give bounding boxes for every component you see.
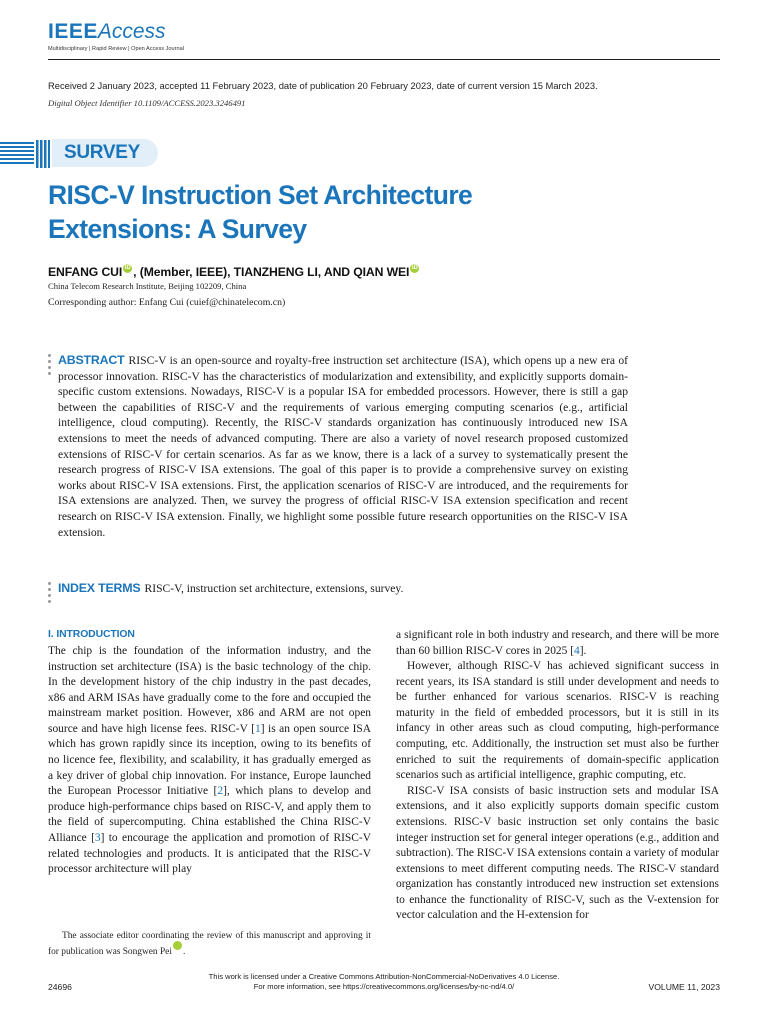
header-divider (48, 59, 720, 60)
right-column (396, 628, 719, 924)
logo-access-text: Access (97, 20, 166, 43)
affiliation: China Telecom Research Institute, Beijing 102209, China (48, 281, 247, 291)
intro-paragraph-1 (48, 644, 371, 878)
doi-line: Digital Object Identifier 10.1109/ACCESS.2023.3246491 (48, 98, 246, 108)
survey-stripes-icon (0, 139, 50, 169)
license-link[interactable]: For more information, see https://creativecommons.org/licenses/by-nc-nd/4.0/ (253, 982, 515, 991)
orcid-icon[interactable]: iD (173, 941, 182, 950)
index-terms-text: RISC-V, instruction set architecture, extensions, survey. (144, 582, 404, 595)
orcid-icon[interactable]: iD (411, 264, 418, 271)
author-names-rest: , (Member, IEEE), TIANZHENG LI, AND QIAN WEI (133, 265, 410, 279)
index-terms-heading: INDEX TERMS (58, 581, 141, 595)
received-dates: Received 2 January 2023, accepted 11 February 2023, date of publication 20 February 2023, date of current version 15 March 2023. (48, 80, 598, 91)
paper-title (48, 178, 568, 246)
abstract-block (58, 353, 628, 540)
author-name-1: ENFANG CUI (48, 265, 123, 279)
left-column (48, 644, 371, 878)
license-line-1: This work is licensed under a Creative Commons Attribution-NonCommercial-NoDerivatives 4.0 License. (208, 972, 560, 981)
section-heading-introduction: I. INTRODUCTION (48, 629, 135, 640)
footnote-period: . (182, 946, 186, 957)
page-number: 24696 (48, 982, 72, 992)
intro-paragraph-2: However, although RISC-V has achieved significant success in recent years, its ISA standard is still under development and needs to be further enhanced for various scenarios. RISC-V is reaching maturity in the field of embedded processors, but it is still in its infancy in other areas such as cloud computing, high-performance computing, etc. Additionally, the instruction set must also be further enriched to suit the requirements of domain-specific application scenarios such as artificial intelligence, graphic computing, etc. (396, 660, 719, 782)
abstract-heading: ABSTRACT (58, 353, 125, 367)
editor-footnote (48, 929, 371, 960)
text-run: The chip is the foundation of the information industry, and the instruction set architecture (ISA) is the basic technology of the chip. In the development history of the chip industry in the past decades, x86 and ARM ISAs have gradually come to the fore and occupied the mainstream market position. However, x86 and ARM are not open source and have high license fees. RISC-V [ (48, 645, 371, 735)
text-run: ] is an open source ISA which has grown rapidly since its inception, owing to its benefits of no licence fee, flexibility, and scalability, it has gradually emerged as a key driver of global chip innovation. For instance, Europe launched the European Processor Initiative [ (48, 722, 371, 798)
title-line-2: Extensions: A Survey (48, 214, 307, 244)
intro-paragraph-3: RISC-V ISA consists of basic instruction sets and modular ISA extensions, and it also explicitly supports domain specific custom extensions. RISC-V basic instruction set only contains the basic integer instruction set for general integer operations (e.g., addition and subtraction). The RISC-V ISA extensions contain a variety of modular extensions to meet different computing needs. The RISC-V standard organization has constantly introduced new instruction set extensions to enhance the functionality of RISC-V, such as the V-extension for vector calculation and the H-extension for (396, 784, 719, 922)
citation-link[interactable]: 3 (94, 831, 101, 844)
text-run: ], which plans to develop and produce high-performance chips based on RISC-V, and apply them to the field of supercomputing. China established the China RISC-V Alliance [ (48, 785, 371, 844)
title-line-1: RISC-V Instruction Set Architecture (48, 180, 473, 210)
citation-link[interactable]: 1 (254, 722, 261, 735)
text-run: a significant role in both industry and research, and there will be more than 60 billion RISC-V cores in 2025 [ (396, 629, 719, 657)
text-run: ]. (579, 644, 587, 657)
author-list (48, 265, 420, 279)
text-run: ] to encourage the application and promotion of RISC-V related technologies and products. It is anticipated that the RISC-V processor architecture will play (48, 831, 371, 876)
abstract-dots-icon (48, 354, 51, 378)
footnote-text: The associate editor coordinating the review of this manuscript and approving it for publication was Songwen Pei (48, 931, 371, 957)
ieee-access-logo (48, 20, 166, 44)
index-terms-block (58, 581, 628, 597)
citation-link[interactable]: 4 (574, 644, 580, 657)
survey-badge: SURVEY (52, 139, 158, 167)
corresponding-author: Corresponding author: Enfang Cui (cuief@chinatelecom.cn) (48, 297, 286, 308)
abstract-text: RISC-V is an open-source and royalty-free instruction set architecture (ISA), which opens up a new era of processor innovation. RISC-V has the characteristics of modularization and extensibility, and explicitly supports domain-specific custom extensions. Nowadays, RISC-V is a popular ISA for embedded processors. However, there is still a gap between the capabilities of RISC-V and the requirements of various emerging computing scenarios (e.g., artificial intelligence, cloud computing). Recently, the RISC-V standards organization has continuously introduced new ISA extensions to meet the needs of advanced computing. There are also a variety of novel research proposed customized extensions of RISC-V for certain scenarios. As far as we know, there is a lack of a survey to systematically present the research progress of RISC-V ISA extensions. The goal of this paper is to provide a comprehensive survey on existing works about RISC-V ISA extensions. First, the application scenarios of RISC-V are introduced, and the requirements for ISA extensions are analyzed. Then, we survey the progress of official RISC-V ISA extension specification and recent research on RISC-V ISA extension. Finally, we highlight some possible future research opportunities on the RISC-V ISA extension. (58, 354, 628, 539)
logo-ieee-text: IEEE (48, 20, 98, 43)
citation-link[interactable]: 2 (217, 785, 224, 798)
journal-tagline: Multidisciplinary | Rapid Review | Open Access Journal (48, 46, 184, 52)
index-terms-dots-icon (48, 582, 51, 606)
volume-label: VOLUME 11, 2023 (648, 982, 720, 992)
orcid-icon[interactable]: iD (124, 264, 131, 271)
intro-paragraph-1-cont (396, 628, 719, 659)
